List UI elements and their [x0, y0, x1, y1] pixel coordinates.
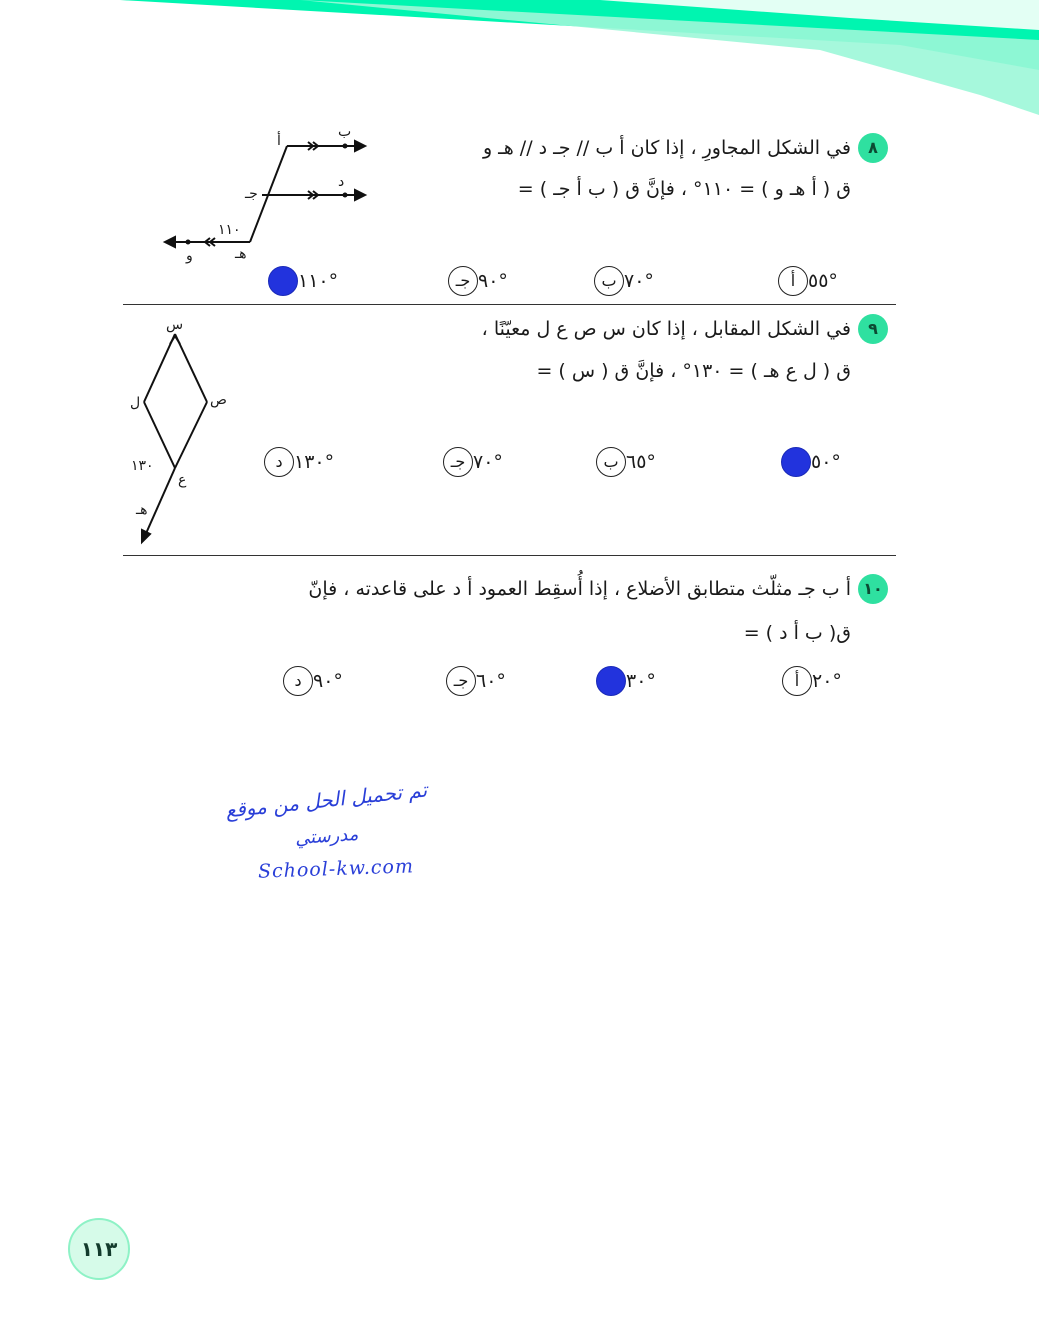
option-value: °٩٠	[478, 270, 508, 292]
question-10-line2: ق( ب أ د ) =	[743, 622, 851, 644]
option-bubble[interactable]: جـ	[446, 666, 476, 696]
question-9-line2: ق ( ل ع هـ ) = ١٣٠° ، فإنَّ ق ( س ) =	[536, 360, 851, 382]
option-bubble[interactable]: ب	[594, 266, 624, 296]
q8-label-w: و	[186, 248, 193, 264]
q8-label-a: أ	[277, 133, 281, 149]
option-value: °٥٠	[811, 451, 841, 473]
q10-option-d[interactable]	[277, 666, 343, 696]
option-bubble[interactable]: ب	[596, 447, 626, 477]
page-number: ١١٣	[68, 1218, 130, 1280]
q8-label-d: د	[338, 174, 345, 190]
option-bubble[interactable]: جـ	[443, 447, 473, 477]
option-value: °٦٥	[626, 451, 656, 473]
option-value: °٧٠	[624, 270, 654, 292]
option-bubble[interactable]: جـ	[448, 266, 478, 296]
q8-label-h: هـ	[235, 246, 247, 262]
option-bubble-selected[interactable]	[781, 447, 811, 477]
q10-option-c[interactable]	[440, 666, 506, 696]
option-value: °١١٠	[298, 270, 339, 292]
separator-line	[123, 555, 896, 556]
q8-option-c[interactable]	[442, 266, 508, 296]
handwriting-url: School-kw.com	[257, 855, 415, 883]
question-10-number: ١٠	[858, 574, 888, 604]
q9-label-h: هـ	[136, 502, 148, 518]
q9-label-sad: ص	[210, 392, 227, 408]
option-value: °٧٠	[473, 451, 503, 473]
question-9-line1: في الشكل المقابل ، إذا كان س ص ع ل معيّنًا ،	[481, 318, 851, 340]
option-value: °٦٠	[476, 670, 506, 692]
handwriting-line2: مدرستي	[294, 823, 359, 850]
question-8-figure	[150, 120, 390, 265]
q9-label-ain: ع	[178, 472, 187, 488]
question-10-line1: أ ب جـ مثلّث متطابق الأضلاع ، إذا أُسقِط العمود أ د على قاعدته ، فإنّ	[308, 578, 851, 600]
header-decoration	[0, 0, 1039, 120]
option-bubble-selected[interactable]	[596, 666, 626, 696]
q8-option-d[interactable]	[262, 266, 338, 296]
question-9-number: ٩	[858, 314, 888, 344]
option-bubble[interactable]: د	[283, 666, 313, 696]
q9-option-c[interactable]	[437, 447, 503, 477]
option-value: °٩٠	[313, 670, 343, 692]
question-8-line2: ق ( أ هـ و ) = ١١٠° ، فإنَّ ق ( ب أ جـ ) =	[517, 178, 851, 200]
q9-option-d[interactable]	[258, 447, 334, 477]
q9-label-s: س	[166, 317, 184, 333]
q9-label-l: ل	[130, 395, 141, 411]
q9-option-a[interactable]	[775, 447, 841, 477]
q8-option-a[interactable]	[772, 266, 838, 296]
q8-label-j: جـ	[245, 186, 258, 202]
q8-label-b: ب	[338, 124, 352, 140]
option-bubble[interactable]: أ	[782, 666, 812, 696]
option-bubble[interactable]: أ	[778, 266, 808, 296]
question-8-number: ٨	[858, 133, 888, 163]
option-value: °٢٠	[812, 670, 842, 692]
q10-option-a[interactable]	[776, 666, 842, 696]
option-value: °٥٥	[808, 270, 838, 292]
option-value: °١٣٠	[294, 451, 335, 473]
q8-angle-label: ١١٠	[218, 222, 241, 238]
q9-option-b[interactable]	[590, 447, 656, 477]
option-value: °٣٠	[626, 670, 656, 692]
option-bubble-selected[interactable]	[268, 266, 298, 296]
question-8-line1: في الشكل المجاورِ ، إذا كان أ ب // جـ د // هـ و	[482, 137, 851, 159]
option-bubble[interactable]: د	[264, 447, 294, 477]
separator-line	[123, 304, 896, 305]
q10-option-b[interactable]	[590, 666, 656, 696]
q9-angle-label: ١٣٠	[131, 458, 154, 474]
handwriting-line1: تم تحميل الحل من موقع	[224, 777, 429, 823]
q8-option-b[interactable]	[588, 266, 654, 296]
